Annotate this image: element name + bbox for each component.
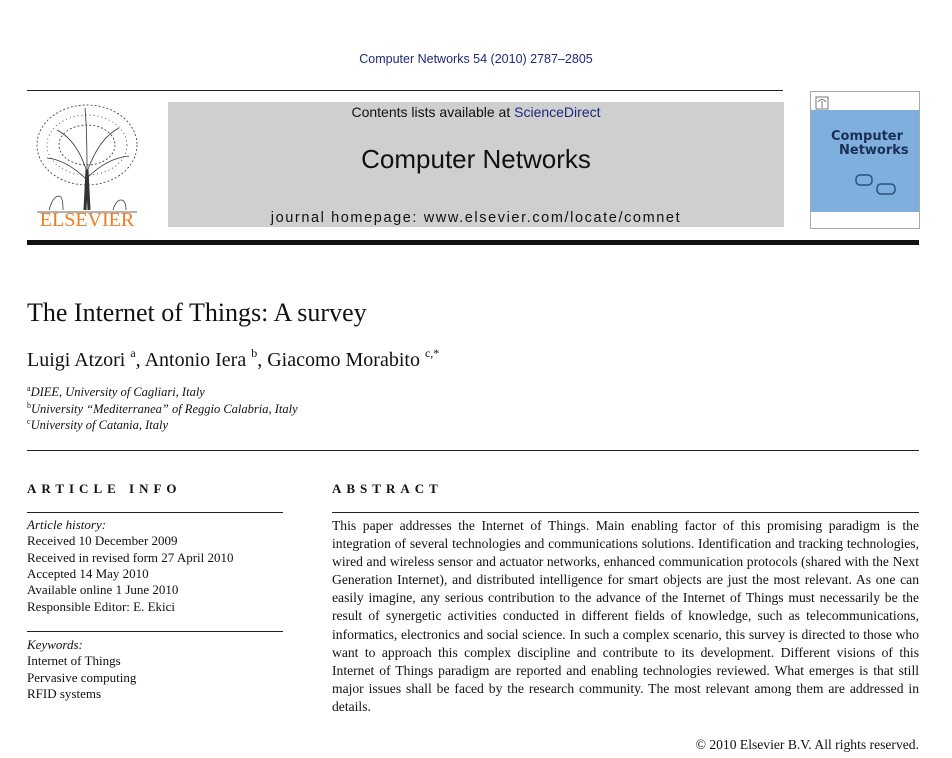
- affiliation: [27, 401, 298, 417]
- elsevier-logo: [27, 100, 147, 228]
- affiliation: [27, 384, 205, 400]
- history-item: Received 10 December 2009: [27, 533, 178, 548]
- section-rule: [27, 450, 919, 451]
- history-item: Received in revised form 27 April 2010: [27, 550, 234, 565]
- journal-title: Computer Networks: [361, 144, 591, 174]
- affiliation: [27, 417, 168, 433]
- header-rule: [27, 90, 783, 91]
- cover-title: [831, 130, 909, 158]
- author-list: Luigi Atzori $^a$, Antonio Iera $^b$, Giacomo Morabito $^{c,*}$: [27, 346, 440, 371]
- elsevier-tree-icon: [27, 100, 147, 228]
- history-label: Article history:: [27, 517, 107, 532]
- contents-line: [168, 104, 784, 120]
- paper-title: The Internet of Things: A survey: [27, 298, 367, 327]
- network-graphic-icon: [851, 170, 901, 200]
- author-sup: b: [251, 346, 258, 360]
- header-thick-rule: [27, 240, 919, 245]
- history-item: Responsible Editor: E. Ekici: [27, 599, 176, 614]
- keyword-item: RFID systems: [27, 686, 102, 701]
- keyword-item: Internet of Things: [27, 653, 121, 668]
- author-sup: a: [130, 346, 136, 360]
- keywords-rule: [27, 631, 283, 632]
- journal-homepage[interactable]: journal homepage: www.elsevier.com/locate/comnet: [270, 210, 682, 226]
- article-info-heading: ARTICLE INFO: [27, 481, 182, 496]
- author-sup: c,*: [424, 346, 440, 360]
- keyword-item: Pervasive computing: [27, 670, 137, 685]
- keywords-label: Keywords:: [27, 637, 83, 652]
- author-name[interactable]: Luigi Atzori: [27, 349, 126, 371]
- affiliation-text: DIEE, University of Cagliari, Italy: [30, 385, 205, 399]
- mini-elsevier-icon: [815, 96, 829, 110]
- history-item: Accepted 14 May 2010: [27, 566, 149, 581]
- svg-text:ELSEVIER: ELSEVIER: [39, 209, 135, 228]
- contents-prefix: Contents lists available at: [351, 104, 515, 120]
- article-info-rule: [27, 512, 283, 513]
- author-name[interactable]: Giacomo Morabito: [267, 349, 420, 371]
- sciencedirect-link[interactable]: ScienceDirect: [514, 104, 601, 120]
- copyright-notice: © 2010 Elsevier B.V. All rights reserved.: [695, 737, 919, 752]
- cover-title-line1: Computer: [831, 129, 904, 144]
- affiliation-text: University “Mediterranea” of Reggio Calabria, Italy: [31, 402, 298, 416]
- abstract-rule: [332, 512, 919, 513]
- cover-title-line2: Networks: [839, 143, 909, 158]
- abstract-body: This paper addresses the Internet of Things. Main enabling factor of this promising paradigm is the integration of several technologies and communications solutions. Identification and tracking technologies, wired and wireless sensor and actuator networks, enhanced communication protocols (shared with the Next Generation Internet), and distributed intelligence for smart objects are just the most relevant. As one can easily imagine, any serious contribution to the advance of the Internet of Things must necessarily be the result of synergetic activities conducted in different fields of knowledge, such as telecommunications, informatics, electronics and social science. In such a complex scenario, this survey is directed to those who want to approach this complex discipline and contribute to its development. Different visions of this Internet of Things paradigm are reported and enabling technologies reviewed. What emerges is that still major issues shall be faced by the research community. The most relevant among them are addressed in details.: [332, 518, 919, 714]
- affiliation-sup: c: [27, 417, 31, 426]
- affiliation-text: University of Catania, Italy: [30, 418, 169, 432]
- journal-citation: Computer Networks 54 (2010) 2787–2805: [359, 52, 593, 66]
- author-name[interactable]: Antonio Iera: [144, 349, 247, 371]
- affiliation-sup: b: [27, 401, 31, 410]
- affiliation-sup: a: [27, 384, 31, 393]
- history-item: Available online 1 June 2010: [27, 582, 179, 597]
- journal-cover: [810, 91, 920, 229]
- abstract-heading: ABSTRACT: [332, 481, 443, 496]
